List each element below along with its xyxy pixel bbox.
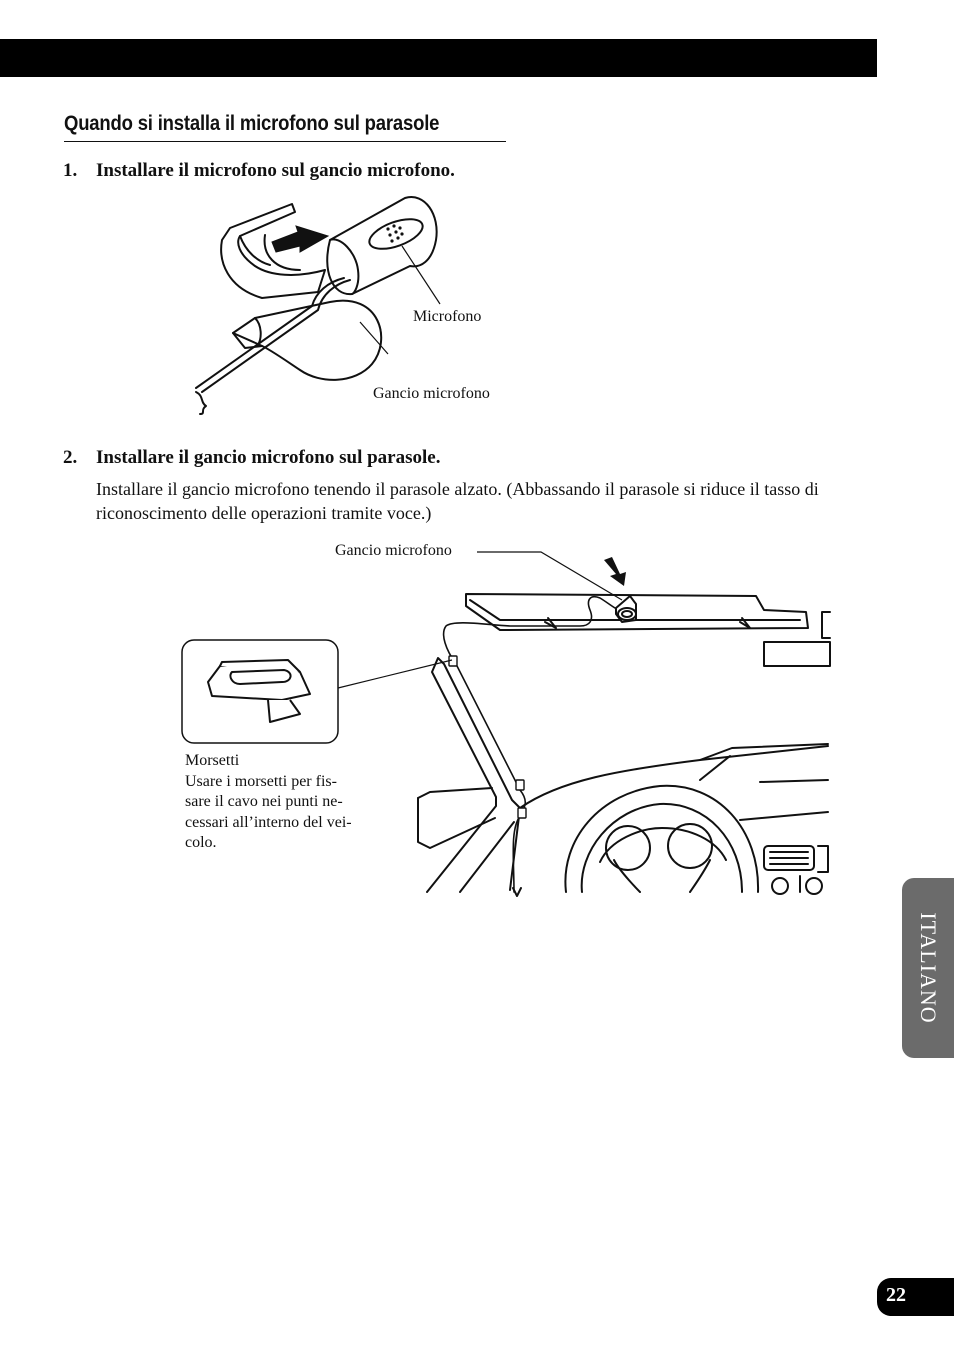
clamps-title: Morsetti xyxy=(185,752,240,769)
step-1 xyxy=(63,160,455,182)
page-number-tab xyxy=(877,1278,954,1316)
clamps-line-4: colo. xyxy=(185,834,217,851)
visor-clip-label: Gancio microfono xyxy=(335,542,452,559)
step-1-number: 1. xyxy=(63,160,78,181)
section-title-underline xyxy=(64,141,506,142)
step-2-number: 2. xyxy=(63,447,78,468)
section-title: Quando si installa il microfono sul parasole xyxy=(64,112,440,135)
page-number: 22 xyxy=(886,1284,906,1306)
header-bar xyxy=(0,39,877,77)
step-2-text: Installare il gancio microfono sul parasole. xyxy=(96,447,441,468)
step-1-text: Installare il microfono sul gancio microfono. xyxy=(96,160,455,181)
clip-label: Gancio microfono xyxy=(373,385,490,402)
clamps-line-2: sare il cavo nei punti ne- xyxy=(185,793,343,810)
clamps-line-1: Usare i morsetti per fis- xyxy=(185,772,337,790)
microphone-label: Microfono xyxy=(413,308,482,325)
language-tab xyxy=(902,878,954,1058)
clamps-line-3: cessari all’interno del vei- xyxy=(185,813,352,831)
step-2-description: Installare il gancio microfono tenendo il parasole alzato. (Abbassando il parasole si riduce il tasso di riconoscimento delle operazioni tramite voce.) xyxy=(96,479,819,523)
clamps-note xyxy=(185,751,385,854)
language-label: ITALIANO xyxy=(916,912,941,1024)
step-2 xyxy=(63,447,440,469)
